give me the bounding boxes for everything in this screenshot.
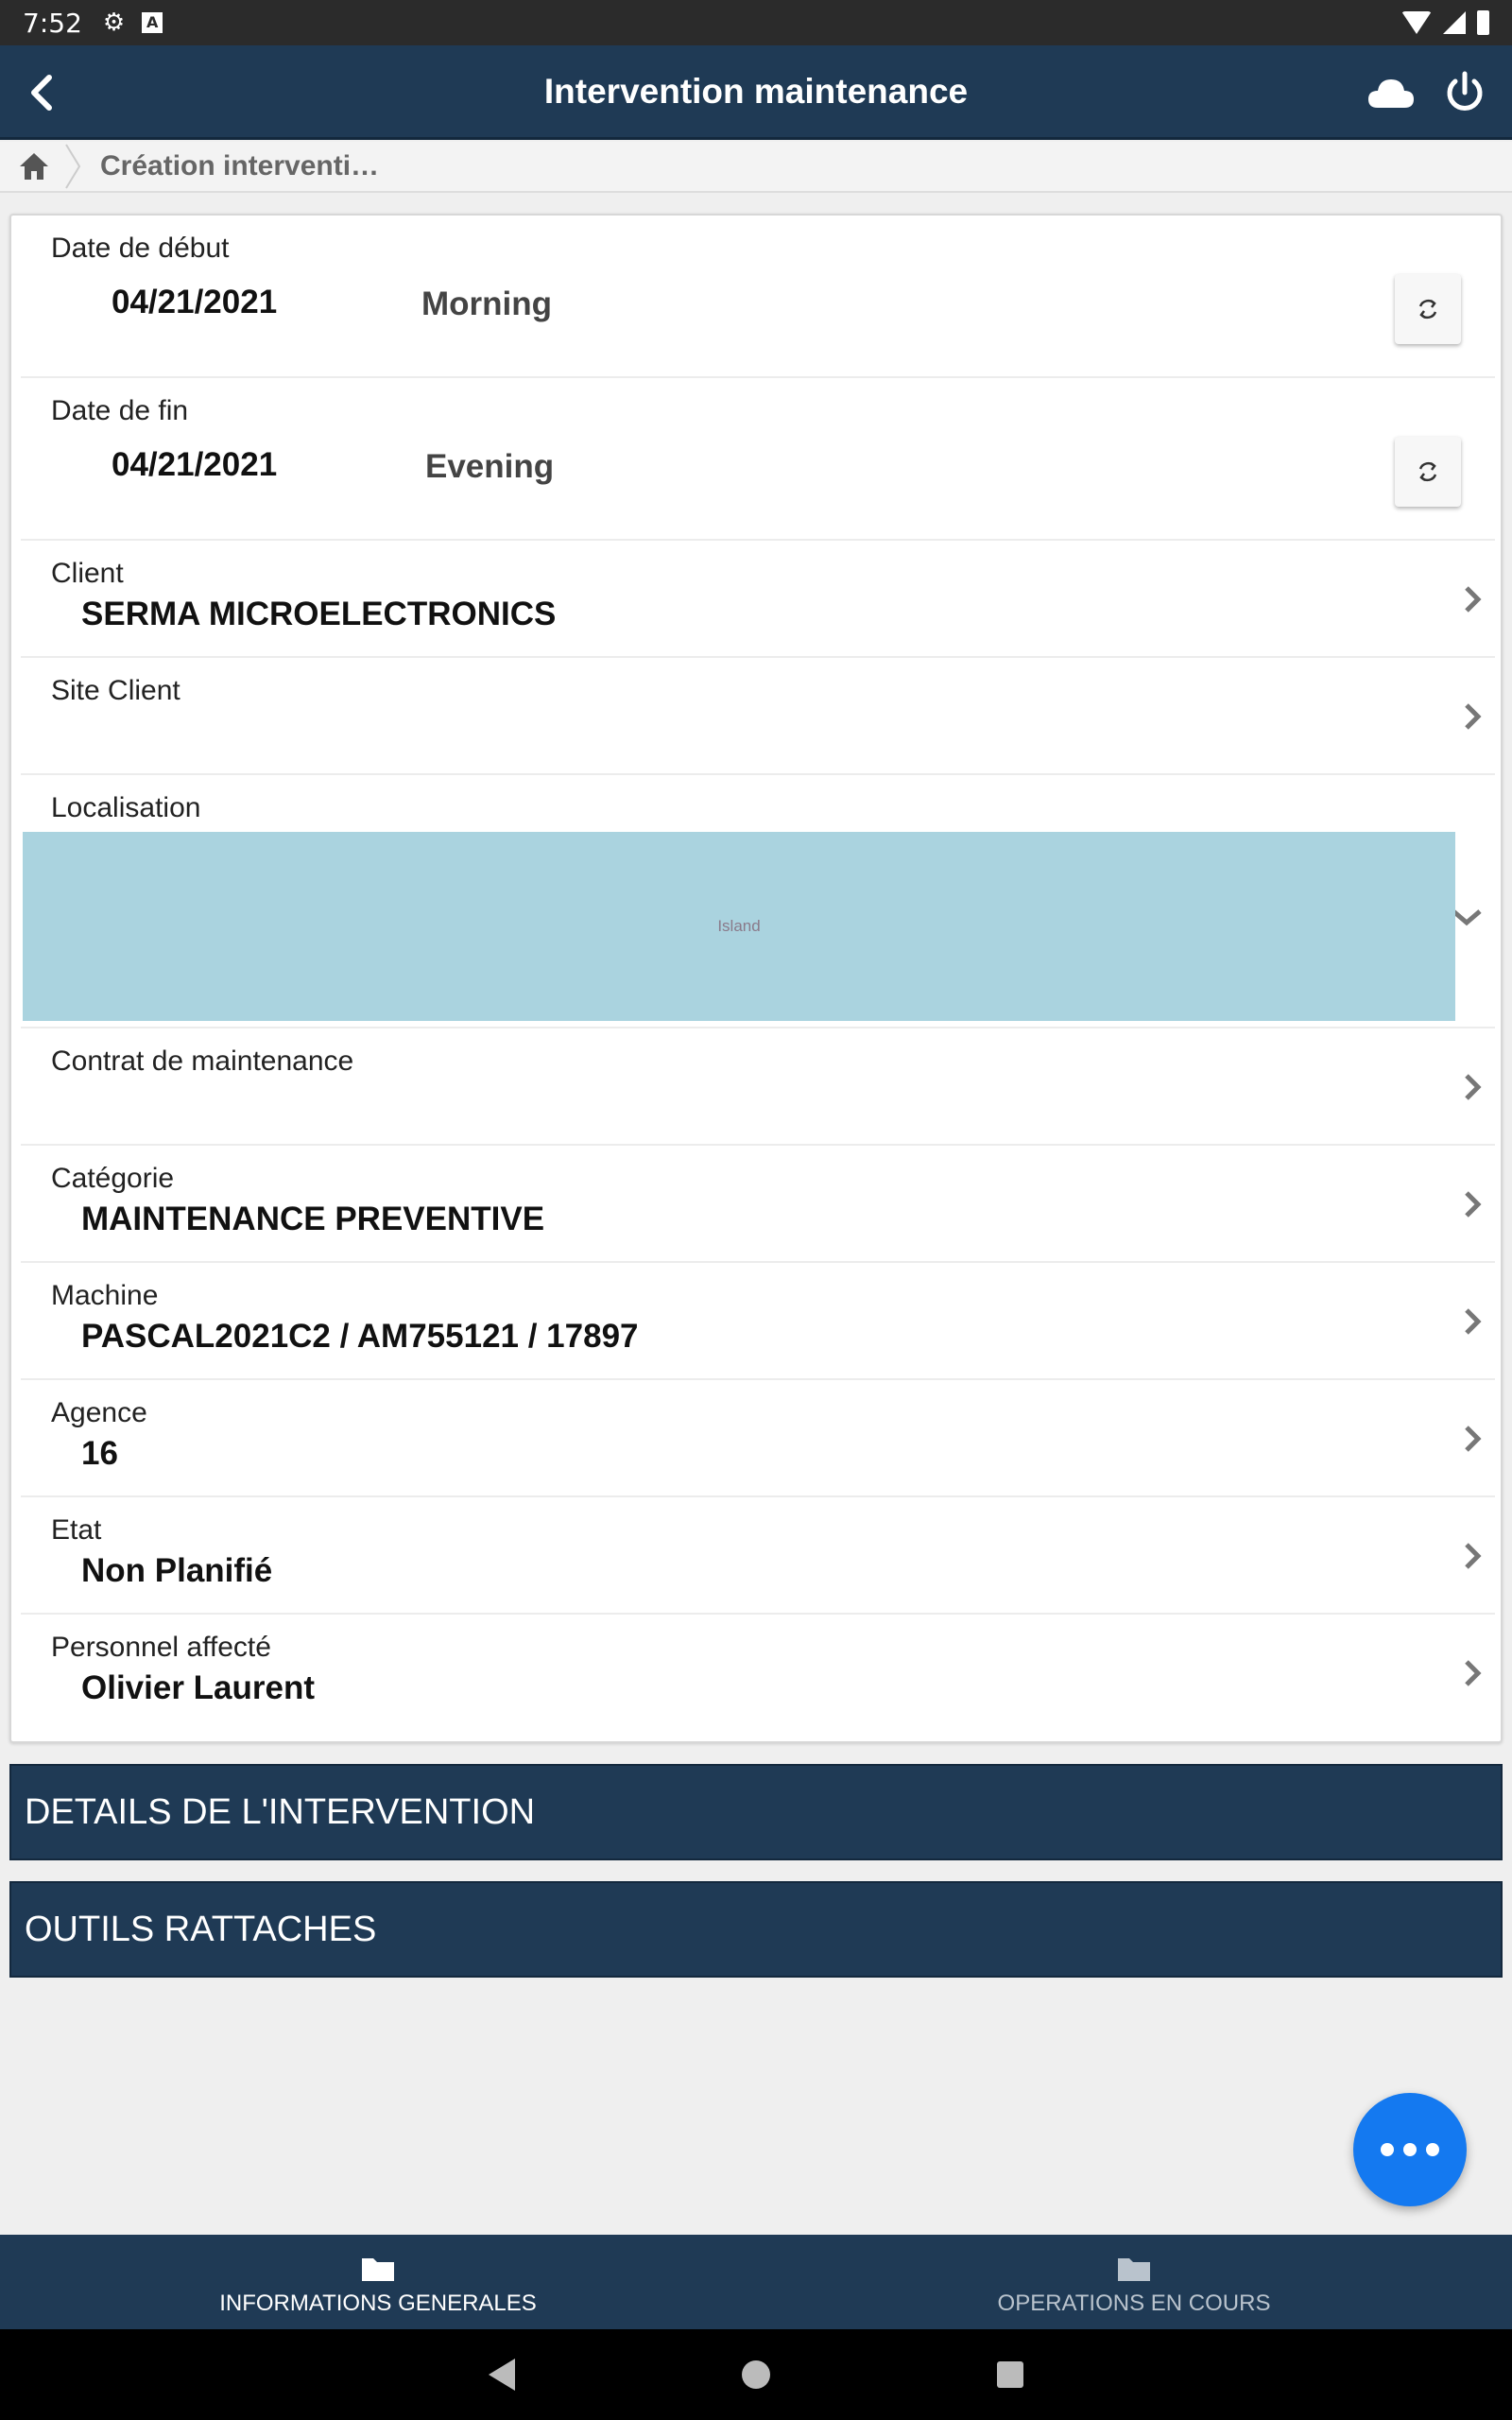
client-row[interactable] (21, 541, 1495, 658)
assigned-staff-value: Olivier Laurent (81, 1669, 316, 1706)
page-title: Intervention maintenance (543, 71, 969, 111)
home-icon[interactable] (17, 150, 51, 182)
machine-value: PASCAL2021C2 / AM755121 / 17897 (81, 1318, 639, 1355)
tab-label: INFORMATIONS GENERALES (219, 2290, 537, 2316)
refresh-icon (1414, 458, 1442, 486)
nav-recents-icon[interactable] (997, 2361, 1023, 2388)
more-actions-button[interactable] (1353, 2093, 1467, 2206)
status-value: Non Planifié (81, 1552, 273, 1589)
start-date-label: Date de début (51, 233, 230, 264)
site-client-label: Site Client (51, 675, 180, 706)
details-section-title: DETAILS DE L'INTERVENTION (25, 1791, 536, 1832)
folder-icon (1116, 2255, 1152, 2283)
details-section-header[interactable] (9, 1764, 1503, 1860)
more-dots-icon-dot (1403, 2143, 1417, 2156)
localisation-label: Localisation (51, 792, 201, 823)
agency-row[interactable] (21, 1380, 1495, 1497)
end-date-label: Date de fin (51, 395, 189, 426)
nav-home-icon[interactable] (742, 2360, 770, 2389)
localisation-map[interactable] (23, 832, 1455, 1021)
contract-label: Contrat de maintenance (51, 1046, 354, 1077)
machine-row[interactable] (21, 1263, 1495, 1380)
end-date-value[interactable]: 04/21/2021 (112, 446, 278, 483)
status-bar (0, 0, 1512, 45)
end-period-toggle-button[interactable] (1395, 437, 1461, 507)
nav-back-icon[interactable] (489, 2359, 515, 2391)
input-method-icon: A (142, 12, 163, 33)
chevron-right-icon (1459, 580, 1486, 618)
cloud-sync-icon[interactable] (1365, 68, 1418, 121)
assigned-staff-label: Personnel affecté (51, 1632, 271, 1663)
end-date-row (21, 378, 1495, 541)
map-label: Island (717, 917, 761, 935)
chevron-right-icon (1459, 1068, 1486, 1106)
tools-section-header[interactable] (9, 1881, 1503, 1978)
chevron-right-icon (1459, 1303, 1486, 1340)
power-icon[interactable] (1438, 66, 1491, 119)
agency-value: 16 (81, 1435, 118, 1472)
battery-icon (1477, 10, 1489, 35)
system-nav-bar (0, 2329, 1512, 2420)
agency-label: Agence (51, 1397, 147, 1428)
breadcrumb-separator-icon (62, 143, 83, 190)
cell-signal-icon (1443, 11, 1466, 34)
more-dots-icon-dot (1426, 2143, 1439, 2156)
tools-section-title: OUTILS RATTACHES (25, 1909, 377, 1949)
tab-operations-en-cours[interactable] (756, 2235, 1512, 2329)
wifi-icon (1401, 11, 1432, 34)
tab-informations-generales[interactable] (0, 2235, 756, 2329)
chevron-right-icon (1459, 1420, 1486, 1458)
settings-gear-icon: ⚙ (102, 9, 126, 37)
refresh-icon (1414, 295, 1442, 323)
chevron-right-icon (1459, 1537, 1486, 1575)
breadcrumb (0, 142, 1512, 193)
intervention-form-card (9, 214, 1503, 1743)
site-client-row[interactable] (21, 658, 1495, 775)
app-bar (0, 45, 1512, 140)
start-period-value[interactable]: Morning (421, 285, 553, 322)
status-label: Etat (51, 1514, 102, 1546)
back-arrow-icon[interactable] (17, 66, 70, 119)
start-date-value[interactable]: 04/21/2021 (112, 284, 278, 320)
status-row[interactable] (21, 1497, 1495, 1615)
category-row[interactable] (21, 1146, 1495, 1263)
start-period-toggle-button[interactable] (1395, 274, 1461, 344)
category-value: MAINTENANCE PREVENTIVE (81, 1201, 545, 1237)
chevron-right-icon (1459, 1185, 1486, 1223)
chevron-right-icon (1459, 698, 1486, 735)
machine-label: Machine (51, 1280, 159, 1311)
breadcrumb-current[interactable]: Création interventi… (100, 150, 380, 182)
client-value: SERMA MICROELECTRONICS (81, 596, 557, 632)
start-date-row (21, 216, 1495, 378)
end-period-value[interactable]: Evening (425, 448, 555, 485)
folder-icon (360, 2255, 396, 2283)
more-dots-icon (1381, 2143, 1394, 2156)
chevron-right-icon (1459, 1654, 1486, 1692)
tab-label: OPERATIONS EN COURS (997, 2290, 1271, 2316)
assigned-staff-row[interactable] (21, 1615, 1495, 1736)
status-time: 7:52 (23, 7, 82, 39)
bottom-tab-bar (0, 2235, 1512, 2329)
client-label: Client (51, 558, 124, 589)
category-label: Catégorie (51, 1163, 175, 1194)
contract-row[interactable] (21, 1028, 1495, 1146)
